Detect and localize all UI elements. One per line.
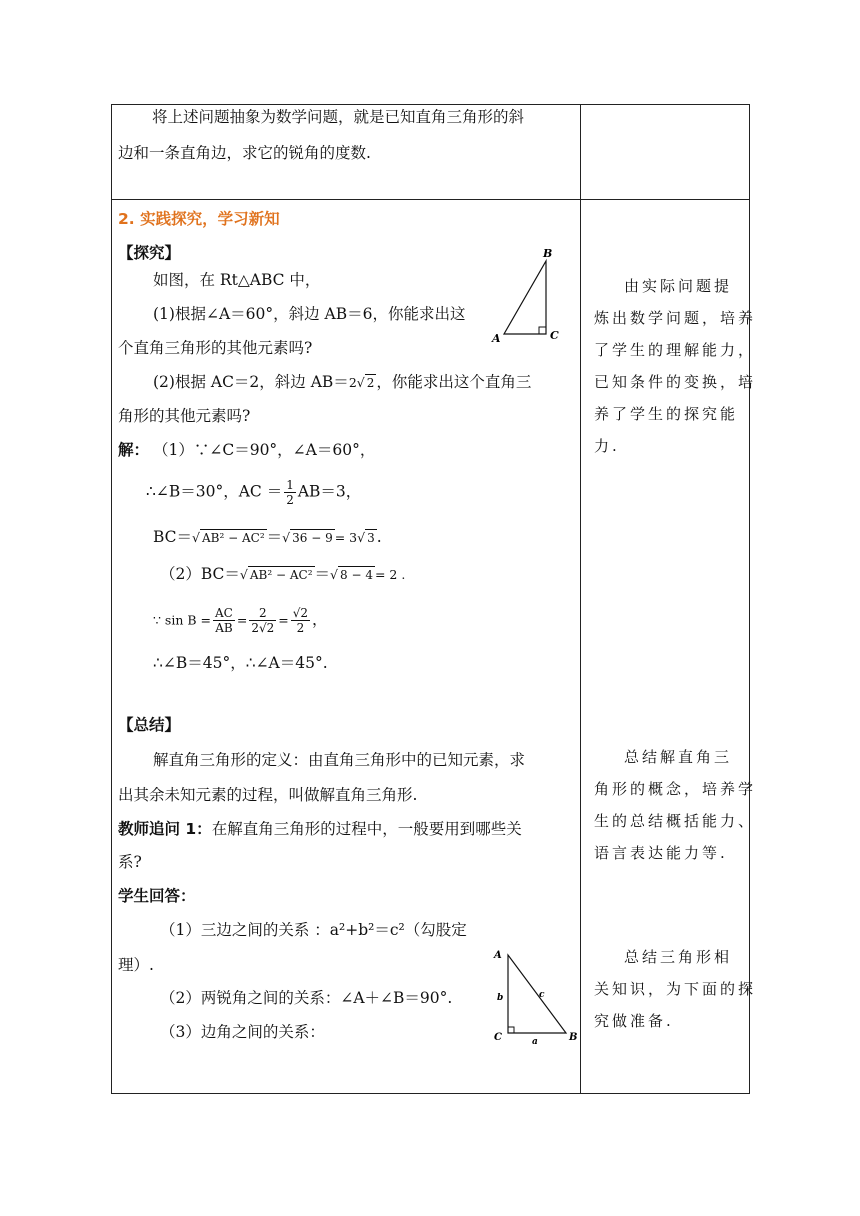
- fig1-label-c: C: [550, 329, 559, 342]
- side-note-line: 生的总结概括能力、: [594, 812, 757, 830]
- fraction-ac-ab: [213, 606, 235, 635]
- side-note-line: 已知条件的变换，培: [594, 373, 757, 391]
- equals-sign: =: [236, 612, 248, 628]
- side-note-line: 由实际问题提: [624, 277, 733, 295]
- fraction-denominator: 2√2: [251, 621, 275, 635]
- explore-intro: 如图，在 Rt△ABC 中，: [153, 271, 321, 289]
- side-note-line: 角形的概念，培养学: [594, 780, 757, 798]
- triangle-figure-2: [490, 945, 582, 1047]
- table-left-border: [111, 104, 112, 1094]
- relation2: （2）两锐角之间的关系：∠A＋∠B＝90°.: [160, 989, 453, 1007]
- fraction-numerator: AC: [215, 606, 233, 620]
- fraction-root2-over-2: [291, 606, 310, 635]
- row1-line1: 将上述问题抽象为数学问题，就是已知直角三角形的斜: [152, 108, 525, 126]
- definition-line2: 出其余未知元素的过程，叫做解直角三角形.: [118, 786, 418, 804]
- fraction-2-over-2root2: [249, 606, 276, 635]
- solution-label: 解：: [118, 441, 150, 459]
- sol4-mid: ＝: [314, 565, 331, 583]
- relation1-line1: （1）三边之间的关系 ：a²+b²＝c²（勾股定: [160, 921, 467, 939]
- sol4-radicand1: AB² − AC²: [249, 568, 313, 582]
- relation3: （3）边角之间的关系：: [160, 1023, 325, 1041]
- sol3-pre: BC＝: [153, 528, 193, 546]
- fraction-numerator: √2: [292, 606, 309, 620]
- teacher-question-line1: [118, 819, 522, 839]
- side-note-section2: [594, 270, 756, 462]
- fig2-side-a: a: [532, 1037, 538, 1047]
- sol5-pre: ∵ sin B =: [153, 612, 211, 628]
- teacher-question-line2: 系?: [118, 853, 142, 871]
- solution-line4: [160, 564, 405, 585]
- sol4-radicand2: 8 − 4: [340, 568, 373, 582]
- row-divider: [111, 199, 750, 200]
- fraction-denominator: 2: [286, 493, 294, 507]
- q2-post: ，你能求出这个直角三: [376, 373, 532, 391]
- teacher-label: 教师追问 1：: [118, 820, 212, 838]
- side-note-line: 了学生的理解能力，: [594, 341, 757, 359]
- side-note-line: 语言表达能力等.: [594, 844, 728, 862]
- q2-pre: (2)根据 AC＝2，斜边 AB＝: [153, 373, 349, 391]
- fig2-label-b-vertex: B: [569, 1032, 578, 1043]
- student-answer-label: 学生回答：: [118, 887, 196, 905]
- question1-line2: 个直角三角形的其他元素吗?: [118, 339, 313, 357]
- fraction-denominator: AB: [215, 621, 233, 635]
- sqrt-symbol: √: [192, 530, 201, 545]
- side-note-line: 总结解直角三: [624, 748, 733, 766]
- q2-radicand: 2: [366, 376, 375, 390]
- fig1-label-b: B: [543, 247, 553, 260]
- side-note-line: 炼出数学问题，培养: [594, 309, 757, 327]
- sol4-end: = 2 .: [374, 567, 406, 582]
- question1-line1: (1)根据∠A＝60°，斜边 AB＝6，你能求出这: [153, 305, 466, 323]
- side-note-summary1: [594, 741, 756, 869]
- row1-line2: 边和一条直角边，求它的锐角的度数.: [118, 144, 371, 162]
- solution-line3: [153, 527, 382, 548]
- fraction-half: [284, 478, 296, 507]
- side-note-line: 究做准备.: [594, 1012, 674, 1030]
- explore-label: 【探究】: [118, 244, 181, 262]
- equals-sign: =: [278, 612, 289, 628]
- sol3-radicand3: 3: [367, 531, 375, 545]
- fig2-side-b: b: [497, 993, 504, 1003]
- fraction-denominator: 2: [296, 621, 305, 635]
- sol5-end: ，: [312, 610, 328, 629]
- sol2-post: AB＝3，: [297, 482, 362, 501]
- teacher-question-text: 在解直角三角形的过程中，一般要用到哪些关: [211, 820, 522, 838]
- summary-label: 【总结】: [118, 716, 181, 734]
- sqrt-symbol: √: [357, 530, 366, 545]
- side-note-line: 关知识，为下面的探: [594, 980, 757, 998]
- question2-line2: 角形的其他元素吗?: [118, 407, 251, 425]
- solution-line1: （1）∵∠C＝90°，∠A＝60°，: [153, 441, 376, 459]
- side-note-line: 总结三角形相: [624, 948, 733, 966]
- fig2-side-c: c: [539, 990, 545, 1000]
- table-top-border: [111, 104, 750, 105]
- fig1-label-a: A: [492, 332, 501, 345]
- fraction-numerator: 1: [286, 478, 294, 492]
- side-note-line: 力.: [594, 437, 620, 455]
- q2-coef: 2: [348, 375, 357, 390]
- triangle-figure-1: [490, 245, 565, 345]
- solution-line6: ∴∠B＝45°，∴∠A＝45°.: [153, 654, 328, 672]
- sol3-radicand2: 36 − 9: [292, 531, 333, 545]
- fraction-numerator: 2: [249, 606, 276, 621]
- sqrt-symbol: √: [282, 530, 291, 545]
- side-note-summary2: [594, 941, 756, 1037]
- sol3-mid: ＝: [266, 528, 283, 546]
- side-note-line: 养了学生的探究能: [594, 405, 739, 423]
- sqrt-symbol: √: [239, 567, 248, 582]
- solution-line5: [153, 606, 328, 635]
- fig2-label-a-vertex: A: [494, 950, 502, 961]
- relation1-line2: 理）.: [118, 956, 154, 974]
- solution-line2: [146, 478, 361, 507]
- question2-line1: [153, 372, 531, 393]
- table-bottom-border: [111, 1093, 750, 1094]
- sqrt-symbol: √: [356, 375, 365, 390]
- sol3-eq: = 3: [334, 530, 358, 545]
- sol3-end: .: [376, 528, 382, 546]
- sqrt-symbol: √: [330, 567, 338, 582]
- definition-line1: 解直角三角形的定义：由直角三角形中的已知元素，求: [153, 751, 526, 769]
- sol3-radicand1: AB² − AC²: [202, 531, 265, 545]
- fig2-label-c-vertex: C: [494, 1032, 502, 1043]
- section-heading: 2. 实践探究，学习新知: [118, 210, 280, 228]
- sol4-pre: （2）BC＝: [160, 565, 240, 583]
- sol2-pre: ∴∠B＝30°，AC ＝: [146, 482, 283, 501]
